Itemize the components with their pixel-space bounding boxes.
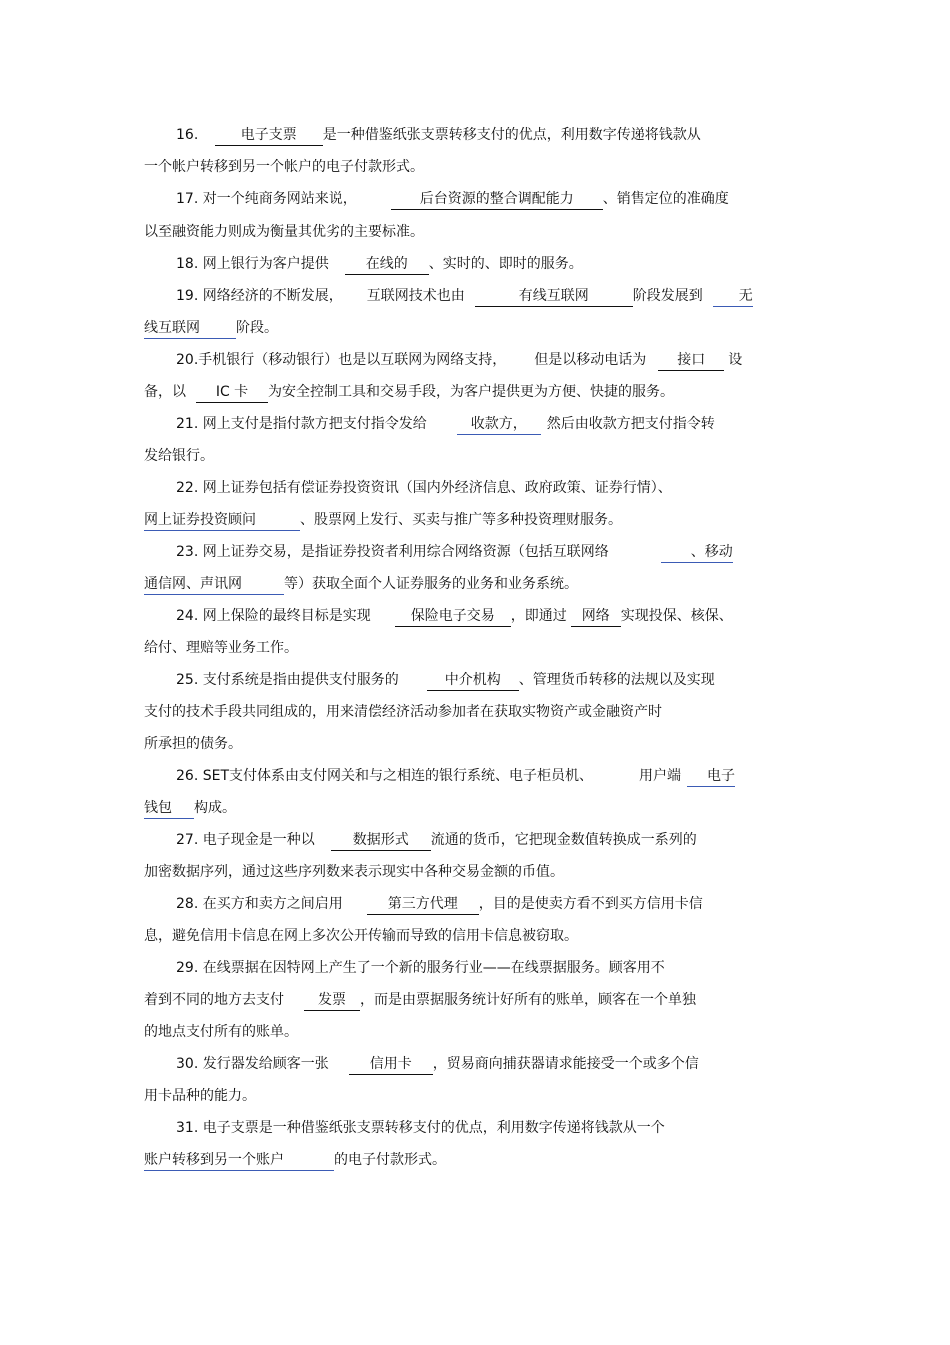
item-number: 17. <box>176 191 199 207</box>
item-21-line-2 <box>144 446 214 466</box>
item-28-line-1 <box>176 894 703 915</box>
question-text: 是一种借鉴纸张支票转移支付的优点，利用数字传递将钱款从 <box>322 127 701 143</box>
question-text: 着到不同的地方去支付 <box>144 992 284 1008</box>
question-text: 备，以 <box>144 384 186 400</box>
question-text: 支付系统是指由提供支付服务的 <box>202 672 399 688</box>
question-text: 网上支付是指付款方把支付指令发给 <box>202 416 427 432</box>
item-19-line-2 <box>144 318 278 339</box>
item-26-line-2 <box>144 798 236 819</box>
item-22-line-2 <box>144 510 622 531</box>
answer-blank: 无 <box>713 287 753 307</box>
item-23-line-1 <box>176 542 733 563</box>
answer-blank: 线互联网 <box>144 319 236 339</box>
answer-blank: 电子 <box>687 767 735 787</box>
question-text: 设 <box>728 352 743 368</box>
item-number: 22. <box>176 480 199 496</box>
answer-blank: 发票 <box>304 991 360 1011</box>
question-text: 的地点支付所有的账单。 <box>144 1024 298 1040</box>
answer-blank: 钱包 <box>144 799 194 819</box>
question-text: 网上保险的最终目标是实现 <box>202 608 371 624</box>
answer-blank: IC 卡 <box>196 383 268 403</box>
question-text: 电子现金是一种以 <box>202 832 315 848</box>
question-text: 手机银行（移动银行）也是以互联网为网络支持， <box>198 352 507 368</box>
question-text: 但是以移动电话为 <box>534 352 647 368</box>
question-text: 电子支票是一种借鉴纸张支票转移支付的优点，利用数字传递将钱款从一个 <box>202 1120 665 1136</box>
answer-blank: 、移动 <box>661 543 733 563</box>
item-17-line-2 <box>144 222 424 242</box>
item-31-line-2 <box>144 1150 446 1171</box>
answer-blank: 接口 <box>658 351 724 371</box>
item-25-line-1 <box>176 670 715 691</box>
item-number: 21. <box>176 416 199 432</box>
answer-blank: 保险电子交易 <box>395 607 511 627</box>
item-18-line-1 <box>176 254 583 275</box>
item-number: 18. <box>176 256 199 272</box>
item-20-line-1 <box>176 350 742 371</box>
answer-blank: 中介机构 <box>427 671 519 691</box>
question-text: 一个帐户转移到另一个帐户的电子付款形式。 <box>144 159 424 175</box>
answer-blank: 有线互联网 <box>475 287 633 307</box>
question-text: 、销售定位的准确度 <box>602 191 729 207</box>
item-20-line-2 <box>144 382 674 403</box>
question-text: ，贸易商向捕获器请求能接受一个或多个信 <box>432 1056 699 1072</box>
item-number: 28. <box>176 896 199 912</box>
item-23-line-2 <box>144 574 578 595</box>
item-24-line-2 <box>144 638 298 658</box>
question-text: 发行器发给顾客一张 <box>202 1056 329 1072</box>
question-text: 、管理货币转移的法规以及实现 <box>518 672 715 688</box>
item-number: 27. <box>176 832 199 848</box>
question-text: 为安全控制工具和交易手段，为客户提供更为方便、快捷的服务。 <box>268 384 674 400</box>
question-text: 在买方和卖方之间启用 <box>202 896 343 912</box>
question-text: 给付、理赔等业务工作。 <box>144 640 298 656</box>
question-text: ，而是由票据服务统计好所有的账单，顾客在一个单独 <box>360 992 696 1008</box>
question-text: 等）获取全面个人证券服务的业务和业务系统。 <box>284 576 578 592</box>
item-29-line-3 <box>144 1022 298 1042</box>
answer-blank: 通信网、声讯网 <box>144 575 284 595</box>
item-number: 25. <box>176 672 199 688</box>
answer-blank: 在线的 <box>345 255 429 275</box>
item-27-line-1 <box>176 830 697 851</box>
question-text: 互联网技术也由 <box>366 288 465 304</box>
answer-blank: 数据形式 <box>331 831 431 851</box>
answer-blank: 信用卡 <box>349 1055 433 1075</box>
item-number: 19. <box>176 288 199 304</box>
question-text: 用户端 <box>639 768 682 784</box>
item-25-line-2 <box>144 702 662 722</box>
question-text: 阶段。 <box>236 320 278 336</box>
question-text: 实现投保、核保、 <box>620 608 733 624</box>
question-text: 对一个纯商务网站来说， <box>202 191 357 207</box>
item-28-line-2 <box>144 926 578 946</box>
question-text: 息，避免信用卡信息在网上多次公开传输而导致的信用卡信息被窃取。 <box>144 928 578 944</box>
item-number: 29. <box>176 960 199 976</box>
item-30-line-1 <box>176 1054 699 1075</box>
answer-blank: 账户转移到另一个账户 <box>144 1151 334 1171</box>
question-text: SET支付体系由支付网关和与之相连的银行系统、电子柜员机、 <box>202 768 594 784</box>
item-number: 30. <box>176 1056 199 1072</box>
question-text: 发给银行。 <box>144 448 214 464</box>
question-text: 、股票网上发行、买卖与推广等多种投资理财服务。 <box>300 512 622 528</box>
question-text: 网上证券包括有偿证券投资资讯（国内外经济信息、政府政策、证券行情）、 <box>202 480 672 496</box>
question-text: 的电子付款形式。 <box>334 1152 446 1168</box>
item-number: 26. <box>176 768 199 784</box>
answer-blank: 收款方， <box>457 415 541 435</box>
item-29-line-2 <box>144 990 696 1011</box>
answer-blank: 第三方代理 <box>367 895 479 915</box>
question-text: 支付的技术手段共同组成的，用来清偿经济活动参加者在获取实物资产或金融资产时 <box>144 704 662 720</box>
question-text: 在线票据在因特网上产生了一个新的服务行业——在线票据服务。顾客用不 <box>202 960 665 976</box>
question-text: 、实时的、即时的服务。 <box>428 256 583 272</box>
answer-blank: 网上证券投资顾问 <box>144 511 300 531</box>
item-24-line-1 <box>176 606 733 627</box>
question-text: 构成。 <box>194 800 236 816</box>
item-16-line-1 <box>176 125 701 146</box>
question-text: 网络经济的不断发展， <box>202 288 343 304</box>
answer-blank: 电子支票 <box>215 126 323 146</box>
question-text: 网上银行为客户提供 <box>202 256 329 272</box>
item-22-line-1 <box>176 478 672 498</box>
item-number: 16. <box>176 127 199 143</box>
item-17-line-1 <box>176 189 729 210</box>
question-text: 加密数据序列，通过这些序列数来表示现实中各种交易金额的币值。 <box>144 864 564 880</box>
question-text: 网上证券交易，是指证券投资者利用综合网络资源（包括互联网络 <box>202 544 609 560</box>
item-number: 23. <box>176 544 199 560</box>
question-text: 流通的货币，它把现金数值转换成一系列的 <box>430 832 697 848</box>
item-16-line-2 <box>144 157 424 177</box>
item-25-line-3 <box>144 734 242 754</box>
item-number: 31. <box>176 1120 199 1136</box>
item-30-line-2 <box>144 1086 256 1106</box>
question-text: ，目的是使卖方看不到买方信用卡信 <box>478 896 703 912</box>
item-26-line-1 <box>176 766 735 787</box>
answer-blank: 网络 <box>571 607 621 627</box>
item-31-line-1 <box>176 1118 665 1138</box>
item-number: 24. <box>176 608 199 624</box>
question-text: 阶段发展到 <box>632 288 703 304</box>
item-number: 20. <box>176 352 199 368</box>
question-text: 以至融资能力则成为衡量其优劣的主要标准。 <box>144 224 424 240</box>
item-21-line-1 <box>176 414 715 435</box>
question-text: 所承担的债务。 <box>144 736 242 752</box>
answer-blank: 后台资源的整合调配能力 <box>391 190 603 210</box>
item-29-line-1 <box>176 958 665 978</box>
question-text: 然后由收款方把支付指令转 <box>546 416 715 432</box>
item-19-line-1 <box>176 286 753 307</box>
question-text: 用卡品种的能力。 <box>144 1088 256 1104</box>
item-27-line-2 <box>144 862 564 882</box>
question-text: ，即通过 <box>510 608 567 624</box>
